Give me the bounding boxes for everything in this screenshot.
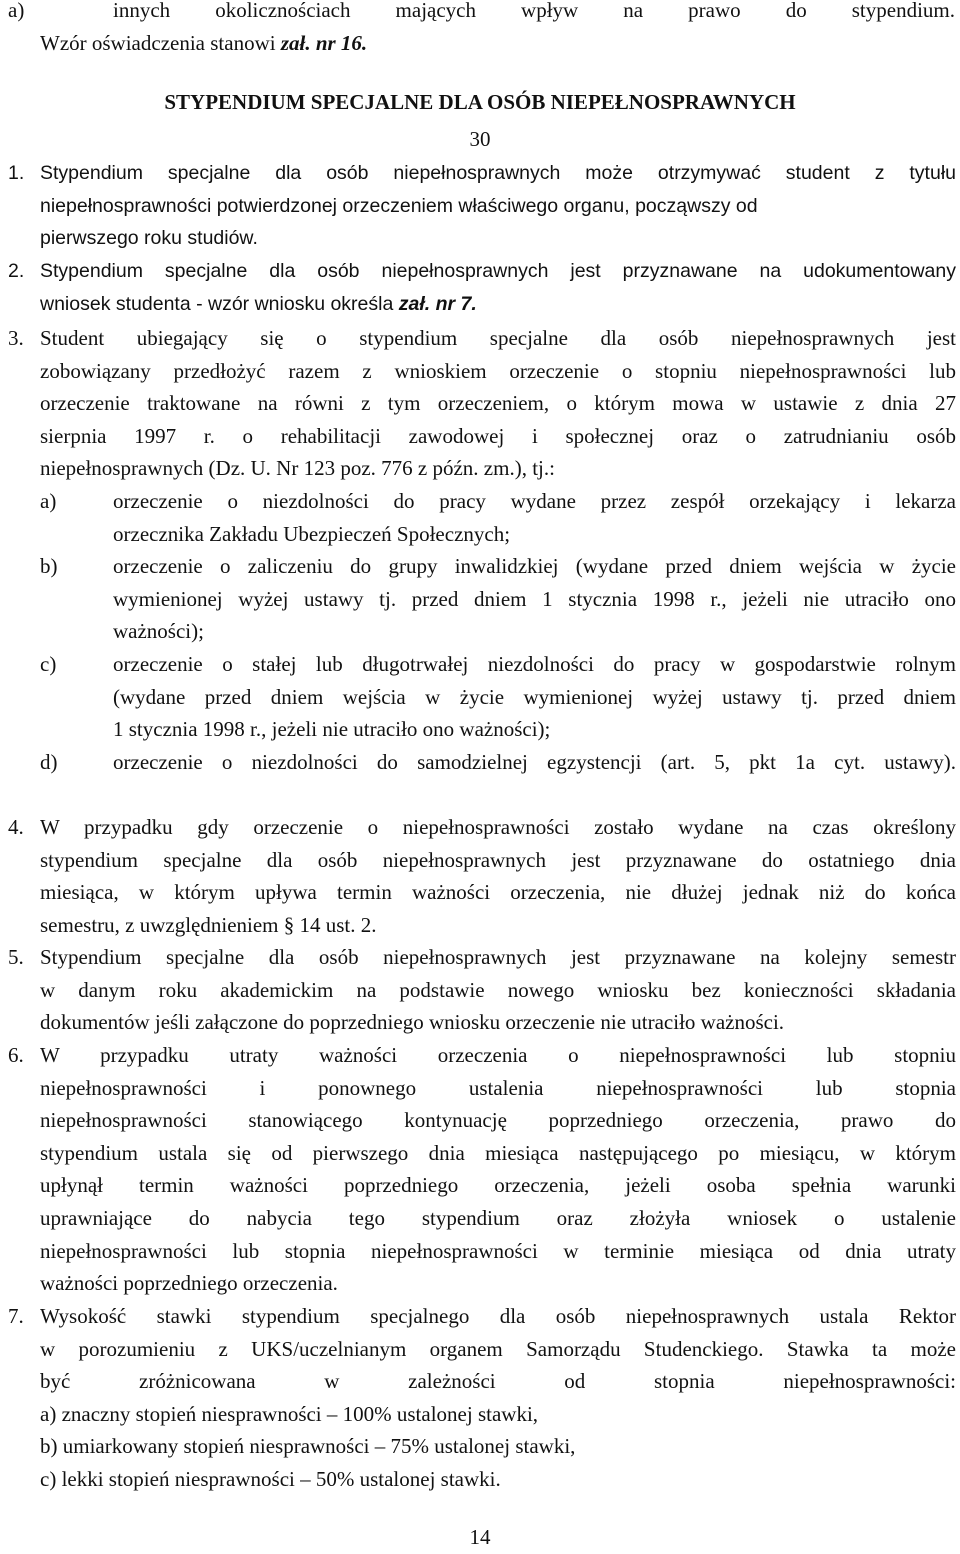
text-line: semestru, z uwzględnieniem § 14 ust. 2. <box>40 912 377 937</box>
list-item-text: innych okolicznościach mających wpływ na prawo do stypendium. <box>113 0 955 22</box>
text-line: stypendium specjalne dla osób niepełnosprawnych jest przyznawane do ostatniego dnia <box>40 847 956 872</box>
text-line: (wydane przed dniem wejścia w życie wymienionej wyżej ustawy tj. przed dniem <box>113 684 956 709</box>
text-line: c) lekki stopień niesprawności – 50% ustalonej stawki. <box>40 1466 501 1491</box>
text-line: Stypendium specjalne dla osób niepełnosprawnych jest przyznawane na kolejny semestr <box>40 945 956 969</box>
text-line: dokumentów jeśli załączone do poprzedniego wniosku orzeczenie nie utraciło ważności. <box>40 1010 785 1035</box>
sub-item-label: b) <box>40 554 58 578</box>
text-line: ważności); <box>113 619 204 644</box>
text-line: orzeczenie traktowane na równi z tym orzeczeniem, o którym mowa w ustawie z dnia 27 <box>40 391 956 416</box>
text-line: niepełnosprawności potwierdzonej orzeczeniem właściwego organu, począwszy od <box>40 194 758 217</box>
item-text <box>40 1039 956 1300</box>
item-number: 5. <box>8 945 24 969</box>
text-line: niepełnosprawności stanowiącego kontynuację poprzedniego orzeczenia, prawo do <box>40 1108 956 1133</box>
sub-item-label: c) <box>40 652 57 676</box>
text-line: Student ubiegający się o stypendium specjalne dla osób niepełnosprawnych jest <box>40 326 956 350</box>
text-line: orzeczenie o niezdolności do pracy wydane przez zespół orzekający i lekarza <box>113 489 956 513</box>
item-number: 6. <box>8 1043 24 1067</box>
text-line: orzecznika Zakładu Ubezpieczeń Społecznych; <box>113 521 511 546</box>
list-item-label: a) <box>8 0 25 22</box>
text-line: pierwszego roku studiów. <box>40 227 258 250</box>
text-line: sierpnia 1997 r. o rehabilitacji zawodowej i społecznej oraz o zatrudnianiu osób <box>40 423 956 448</box>
text-line: W przypadku utraty ważności orzeczenia o niepełnosprawności lub stopniu <box>40 1043 956 1067</box>
section-title: STYPENDIUM SPECJALNE DLA OSÓB NIEPEŁNOSPRAWNYCH <box>164 90 796 114</box>
text-line: w porozumieniu z UKS/uczelnianym organem Samorządu Studenckiego. Stawka ta może <box>40 1336 956 1361</box>
text-line: w danym roku akademickim na podstawie nowego wniosku bez konieczności składania <box>40 977 956 1002</box>
text-line: 1 stycznia 1998 r., jeżeli nie utraciło ono ważności); <box>113 717 551 742</box>
item-number: 2. <box>8 260 25 282</box>
text-line: orzeczenie o niezdolności do samodzielnej egzystencji (art. 5, pkt 1a cyt. ustawy). <box>113 750 956 774</box>
text-line: wymienionej wyżej ustawy tj. przed dniem 1 stycznia 1998 r., jeżeli nie utraciło ono <box>113 586 956 611</box>
list-item-text-continuation: Wzór oświadczenia stanowi zał. nr 16. <box>40 31 368 55</box>
sub-item-text <box>113 648 956 746</box>
text-line: b) umiarkowany stopień niesprawności – 75% ustalonej stawki, <box>40 1434 576 1459</box>
text-line: orzeczenie o zaliczeniu do grupy inwalidzkiej (wydane przed dniem wejścia w życie <box>113 554 956 578</box>
text-line: W przypadku gdy orzeczenie o niepełnosprawności zostało wydane na czas określony <box>40 815 956 839</box>
text-line: Stypendium specjalne dla osób niepełnosprawnych może otrzymywać student z tytułu <box>40 162 956 184</box>
item-text <box>40 811 956 941</box>
item-number: 3. <box>8 326 24 350</box>
attachment-reference: zał. nr 16. <box>280 31 368 55</box>
section-number: 30 <box>469 127 491 151</box>
text-line: orzeczenie o stałej lub długotrwałej niezdolności do pracy w gospodarstwie rolnym <box>113 652 956 676</box>
sub-item-text <box>113 550 956 648</box>
item-text <box>40 255 956 320</box>
sub-item-label: a) <box>40 489 57 513</box>
sub-item-text <box>113 485 956 550</box>
text-line: niepełnosprawnych (Dz. U. Nr 123 poz. 776 z późn. zm.), tj.: <box>40 456 555 481</box>
page-number: 14 <box>469 1525 491 1549</box>
text-line: Wysokość stawki stypendium specjalnego dla osób niepełnosprawnych ustala Rektor <box>40 1304 956 1328</box>
sub-item-label: d) <box>40 750 58 774</box>
sub-item-text <box>113 746 956 779</box>
attachment-reference: zał. nr 7. <box>398 292 477 315</box>
text-line: być zróżnicowana w zależności od stopnia niepełnosprawności: <box>40 1369 956 1394</box>
text-line: stypendium ustala się od pierwszego dnia miesiąca następującego po miesiącu, w którym <box>40 1140 956 1165</box>
item-text <box>40 322 956 485</box>
text-line: niepełnosprawności i ponownego ustalenia niepełnosprawności lub stopnia <box>40 1075 956 1100</box>
item-text <box>40 157 956 255</box>
item-number: 7. <box>8 1304 24 1328</box>
item-text <box>40 941 956 1039</box>
item-text <box>40 1300 956 1496</box>
item-number: 4. <box>8 815 24 839</box>
text-line: zobowiązany przedłożyć razem z wnioskiem orzeczenie o stopniu niepełnosprawności lub <box>40 358 956 383</box>
item-number: 1. <box>8 162 25 184</box>
text-line: uprawniające do nabycia tego stypendium oraz złożyła wniosek o ustalenie <box>40 1205 956 1230</box>
text-line: a) znaczny stopień niesprawności – 100% ustalonej stawki, <box>40 1401 539 1426</box>
text-line: niepełnosprawności lub stopnia niepełnosprawności w terminie miesiąca od dnia utraty <box>40 1238 956 1263</box>
text-line: wniosek studenta - wzór wniosku określa zał. nr 7. <box>40 292 477 315</box>
text-line: upłynął termin ważności poprzedniego orzeczenia, jeżeli osoba spełnia warunki <box>40 1173 956 1198</box>
text-line: ważności poprzedniego orzeczenia. <box>40 1271 338 1296</box>
text-line: Stypendium specjalne dla osób niepełnosprawnych jest przyznawane na udokumentowany <box>40 260 956 282</box>
text-line: miesiąca, w którym upływa termin ważności orzeczenia, nie dłużej jednak niż do końca <box>40 880 956 905</box>
